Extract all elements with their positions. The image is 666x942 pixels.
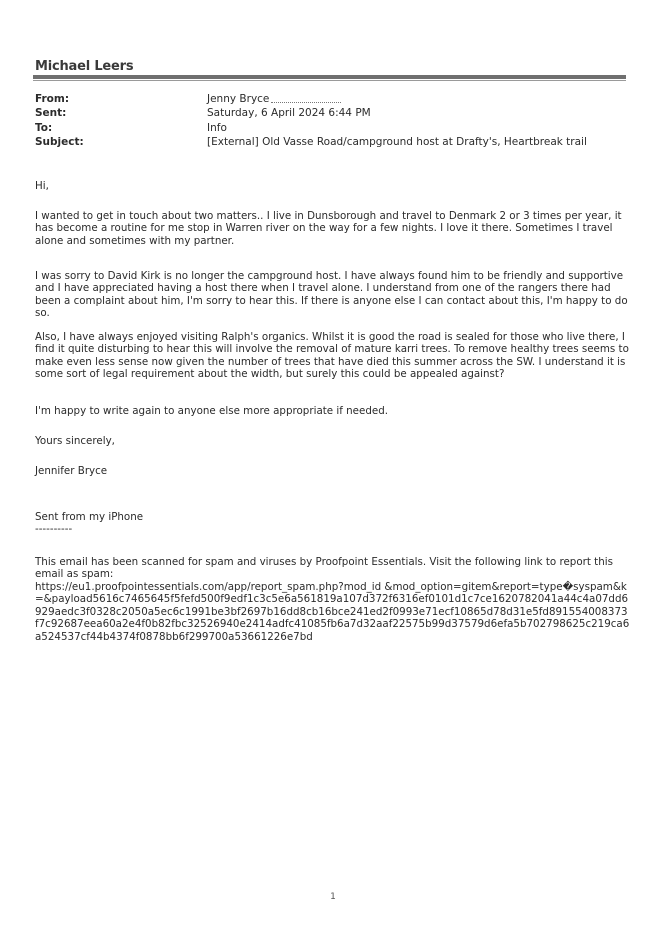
sent-from: Sent from my iPhone (35, 511, 144, 523)
sent-value: Saturday, 6 April 2024 6:44 PM (207, 107, 371, 119)
paragraph-4: I'm happy to write again to anyone else more appropriate if needed. (35, 405, 389, 417)
greeting: Hi, (35, 180, 49, 192)
subject-value: [External] Old Vasse Road/campground host at Drafty's, Heartbreak trail (207, 136, 587, 148)
closing: Yours sincerely, (35, 435, 115, 447)
header-divider-thin (33, 80, 626, 81)
scan-notice: This email has been scanned for spam and viruses by Proofpoint Essentials. Visit the following link to report this email as spam: (35, 556, 613, 581)
paragraph-3: Also, I have always enjoyed visiting Ralph's organics. Whilst it is good the road is sealed for those who live there, I find it quite disturbing to hear this will involve the removal of mature karri trees. To remove healthy trees seems to make even less sense now given the number of trees that have died this summer across the SW. I understand it is some sort of legal requirement about the width, but surely this could be appealed against? (35, 331, 629, 381)
page-number: 1 (330, 892, 336, 902)
from-value (207, 92, 341, 106)
signature: Jennifer Bryce (35, 465, 108, 477)
from-name: Jenny Bryce (207, 93, 270, 105)
sender-name: Michael Leers (35, 59, 134, 74)
sent-label: Sent: (35, 107, 67, 119)
report-spam-link[interactable]: https://eu1.proofpointessentials.com/app/report_spam.php?mod_id &mod_option=gitem&report=type�syspam&k=&payload5616c7465645f5fefd500f9edf1c3c5e6a561819a107d372f6316ef0101d1c7ce1620782041a44c4a07dd6929aedc3f0328c2050a5ec6c1991be3bf2697b16dd8cb16bce241ed2f0993e71ecf10865d78d31e5fd891554008373f7c92687eea60a2e4f0b82fbc32526940e2414adfc41085fb6a7d32aaf22575b99d37579d6efa5b702798625c219ca6a524537cf44b4374f0878bb6f299700a53661226e7bd (35, 581, 630, 643)
to-label: To: (35, 122, 53, 134)
paragraph-2: I was sorry to David Kirk is no longer the campground host. I have always found him to be friendly and supportive and I have appreciated having a host there when I travel alone. I understand from one of the rangers there had been a complaint about him, I'm sorry to hear this. If there is anyone else I can contact about this, I'm happy to do so. (35, 270, 628, 320)
header-divider (33, 75, 626, 79)
separator: ---------- (35, 523, 73, 535)
from-label: From: (35, 93, 70, 105)
to-value: Info (207, 122, 227, 134)
subject-label: Subject: (35, 136, 84, 148)
paragraph-1: I wanted to get in touch about two matters.. I live in Dunsborough and travel to Denmark 2 or 3 times per year, it has become a routine for me stop in Warren river on the way for a few nights. I love it there. Sometimes I travel alone and sometimes with my partner. (35, 210, 622, 247)
redacted-email (271, 96, 341, 103)
